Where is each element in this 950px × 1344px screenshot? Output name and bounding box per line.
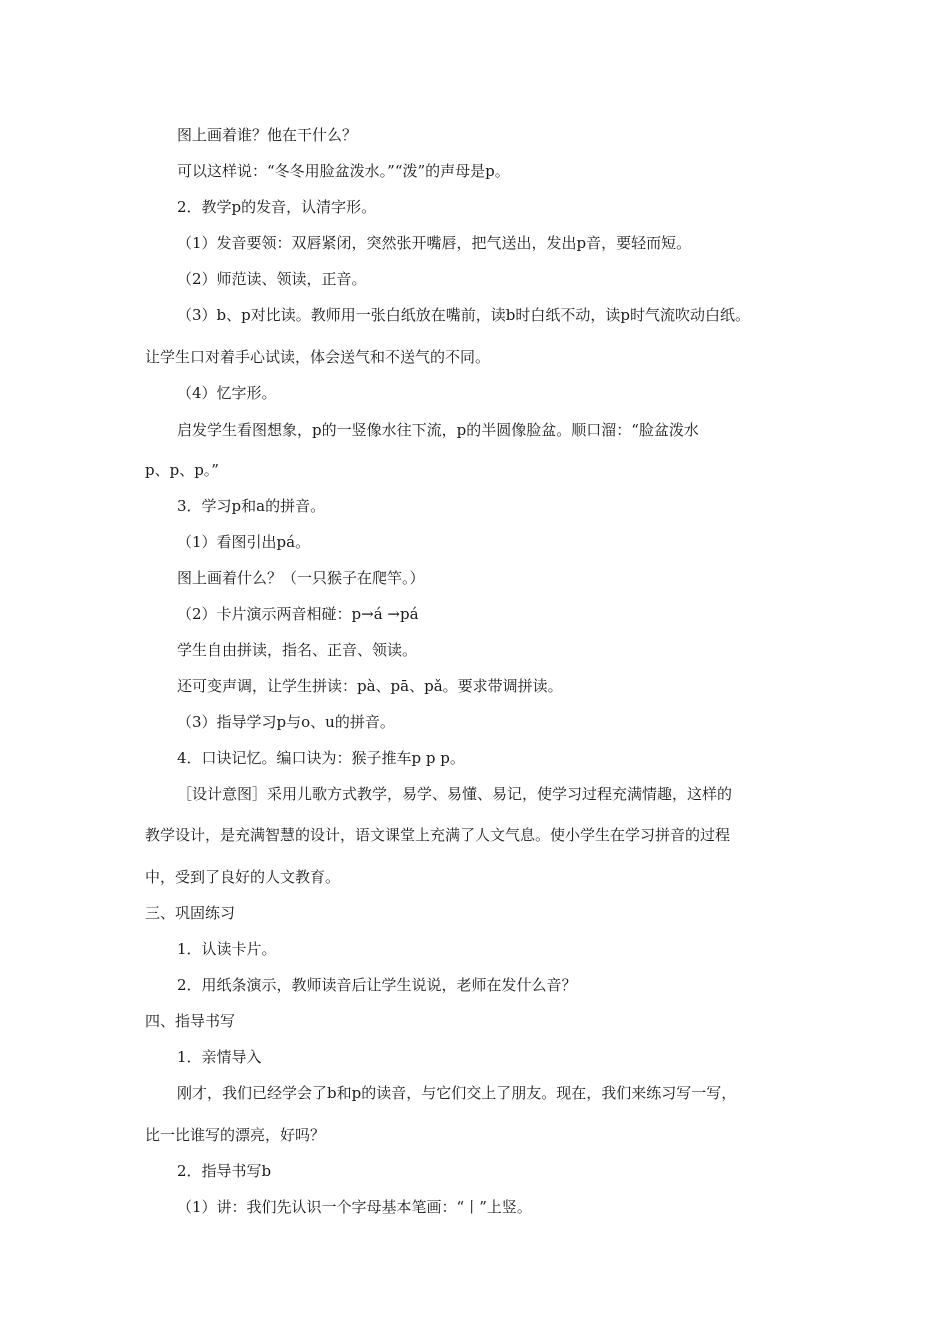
tone-variation: 还可变声调，让学生拼读：pà、pā、pǎ。要求带调拼读。 xyxy=(177,677,563,695)
paper-strip-demo: 2．用纸条演示，教师读音后让学生说说，老师在发什么音？ xyxy=(177,976,577,994)
compare-b-p: （3）b、p对比读。教师用一张白纸放在嘴前，读b时白纸不动，读p时气流吹动白纸。 xyxy=(177,306,750,324)
card-demo: （2）卡片演示两音相碰：p→á →pá xyxy=(177,605,419,623)
practice-writing: 刚才，我们已经学会了b和p的读音，与它们交上了朋友。现在，我们来练习写一写， xyxy=(177,1084,737,1102)
teacher-demo-reading: （2）师范读、领读，正音。 xyxy=(177,270,367,288)
imagination-prompt-continued: p、p、p。” xyxy=(145,461,219,479)
question-who-in-picture: 图上画着谁？他在干什么？ xyxy=(177,126,358,144)
picture-intro-pa: （1）看图引出pá。 xyxy=(177,533,311,551)
design-intent-continued-1: 教学设计，是充满智慧的设计，语文课堂上充满了人文气息。使小学生在学习拼音的过程 xyxy=(145,826,731,844)
section-3-heading: 3．学习p和a的拼音。 xyxy=(177,497,326,515)
guide-p-o-u: （3）指导学习p与o、u的拼音。 xyxy=(177,713,395,731)
practice-writing-continued: 比一比谁写的漂亮，好吗？ xyxy=(145,1126,326,1144)
question-what-in-picture: 图上画着什么？（一只猴子在爬竿。） xyxy=(177,569,425,587)
part-3-heading: 三、巩固练习 xyxy=(145,904,236,922)
recall-letter-shape: （4）忆字形。 xyxy=(177,384,277,402)
design-intent: ［设计意图］采用儿歌方式教学，易学、易懂、易记，使学习过程充满情趣，这样的 xyxy=(177,785,733,803)
example-sentence: 可以这样说：“冬冬用脸盆泼水。”“泼”的声母是p。 xyxy=(177,162,510,180)
warm-intro: 1．亲情导入 xyxy=(177,1048,262,1066)
pronunciation-tip: （1）发音要领：双唇紧闭，突然张开嘴唇，把气送出，发出p音，要轻而短。 xyxy=(177,234,692,252)
section-2-heading: 2．教学p的发音，认清字形。 xyxy=(177,198,377,216)
imagination-prompt: 启发学生看图想象，p的一竖像水往下流，p的半圆像脸盆。顺口溜：“脸盆泼水 xyxy=(177,421,699,439)
read-cards: 1．认读卡片。 xyxy=(177,940,277,958)
compare-b-p-continued: 让学生口对着手心试读，体会送气和不送气的不同。 xyxy=(145,348,491,366)
part-4-heading: 四、指导书写 xyxy=(145,1012,236,1030)
basic-stroke: （1）讲：我们先认识一个字母基本笔画：“丨”上竖。 xyxy=(177,1198,532,1216)
mnemonic-rhyme: 4．口诀记忆。编口诀为：猴子推车p p p。 xyxy=(177,749,465,767)
guide-writing-b: 2．指导书写b xyxy=(177,1162,272,1180)
design-intent-continued-2: 中，受到了良好的人文教育。 xyxy=(145,868,341,886)
free-reading: 学生自由拼读，指名、正音、领读。 xyxy=(177,641,418,659)
